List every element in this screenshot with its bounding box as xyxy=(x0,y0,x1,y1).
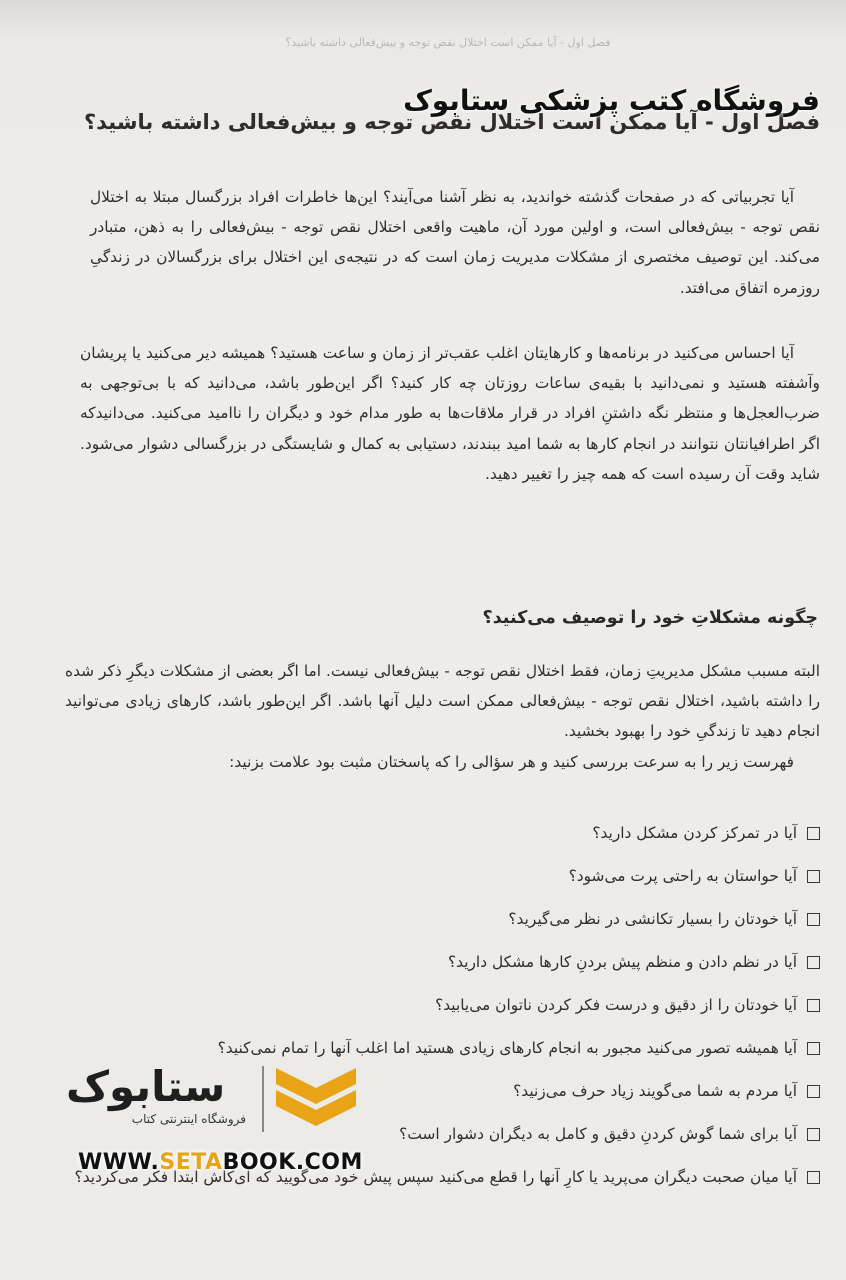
checklist-item-text: آیا خودتان را بسیار تکانشی در نظر می‌گیرید؟ xyxy=(508,910,797,928)
checklist-item[interactable] xyxy=(40,992,820,1035)
checklist-item-text: آیا در نظم دادن و منظم پیش بردنِ کارها مشکل دارید؟ xyxy=(447,953,797,971)
section-heading: چگونه مشکلاتِ خود را توصیف می‌کنید؟ xyxy=(482,608,818,628)
checklist-item[interactable] xyxy=(40,1164,820,1244)
checkbox-icon[interactable] xyxy=(807,1085,820,1098)
paragraph-intro: آیا تجربیاتی که در صفحات گذشته خواندید، به نظر آشنا می‌آیند؟ این‌ها خاطرات افراد بزرگسال مبتلا به اختلال نقص توجه - بیش‌فعالی است، و اولین مورد آن، ماهیت واقعی اختلال نقص توجه - بیش‌فعالی را به ذهن، متبادر می‌کند. این توصیف مختصری از مشکلات مدیریت زمان است که در نتیجه‌ی این اختلال برای بزرگسالان در زندگیِ روزمره اتفاق می‌افتد. xyxy=(90,188,820,297)
checklist-item[interactable] xyxy=(40,949,820,992)
logo-divider xyxy=(262,1066,264,1132)
checkbox-icon[interactable] xyxy=(807,999,820,1012)
book-chevron-icon xyxy=(272,1064,360,1134)
website-accent: SETA xyxy=(159,1150,223,1175)
checklist-item-text: آیا در تمرکز کردن مشکل دارید؟ xyxy=(592,824,797,842)
setabook-logo xyxy=(66,1062,366,1142)
paragraph-time-management: آیا احساس می‌کنید در برنامه‌ها و کارهایتان اغلب عقب‌تر از زمان و ساعت هستید؟ همیشه دیر می‌کنید یا پریشان وآشفته هستید و نمی‌دانید با بقیه‌ی ساعات روزتان چه کار کنید؟ اگر این‌طور باشد، می‌دانید که با بی‌توجهی به ضرب‌العجل‌ها و منتظر نگه داشتنِ افراد در قرار ملاقات‌ها به طور مدام خود و دیگران را ناامید می‌کنید. می‌دانیدکه اگر اطرافیانتان نتوانند در انجام کارها به شما امید ببندند، دستیابی به کمال و شایستگی در بزرگسالی دشوار می‌شود. شاید وقت آن رسیده است که همه چیز را تغییر دهید. xyxy=(80,344,820,483)
checkbox-icon[interactable] xyxy=(807,827,820,840)
checkbox-icon[interactable] xyxy=(807,1042,820,1055)
website-prefix: WWW. xyxy=(78,1150,160,1175)
store-watermark-title: فروشگاه کتب پزشکی ستابوک xyxy=(403,84,820,117)
checklist-item-text: آیا همیشه تصور می‌کنید مجبور به انجام کارهای زیادی هستید اما اغلب آنها را تمام نمی‌کنید؟ xyxy=(217,1039,797,1057)
checklist-item-text: آیا میان صحبت دیگران می‌پرید یا کارِ آنها را قطع می‌کنید سپس پیش خود می‌گویید که ای‌کاش ابتدا فکر می‌کردید؟ xyxy=(74,1168,797,1186)
checklist-item[interactable] xyxy=(40,863,820,906)
checklist-item[interactable] xyxy=(40,906,820,949)
checklist-item-text: آیا برای شما گوش کردنِ دقیق و کامل به دیگران دشوار است؟ xyxy=(399,1125,797,1143)
checklist-item[interactable] xyxy=(40,820,820,863)
chapter-title: فصل اول - آیا ممکن است اختلال نقص توجه و بیش‌فعالی داشته باشید؟ xyxy=(83,110,820,134)
running-header: فصل اول - آیا ممکن است اختلال نقص توجه و بیش‌فعالی داشته باشید؟ xyxy=(285,36,611,49)
symptom-checklist xyxy=(40,820,820,1244)
website-suffix: BOOK.COM xyxy=(222,1150,363,1175)
logo-subtitle: فروشگاه اینترنتی کتاب xyxy=(131,1112,246,1126)
paragraph-causes xyxy=(65,656,820,777)
paragraph-causes-text: البته مسبب مشکل مدیریتِ زمان، فقط اختلال نقص توجه - بیش‌فعالی نیست. اما اگر بعضی از مشکلات دیگرِ ذکر شده را داشته باشید، اختلال نقص توجه - بیش‌فعالی ممکن است دلیل آنها باشد. اگر این‌طور باشد، کارهای زیادی می‌توانید انجام دهید تا زندگیِ خود را بهبود بخشید. xyxy=(65,662,820,741)
checkbox-icon[interactable] xyxy=(807,870,820,883)
checkbox-icon[interactable] xyxy=(807,956,820,969)
paragraph-checklist-instructions: فهرست زیر را به سرعت بررسی کنید و هر سؤالی را که پاسختان مثبت بود علامت بزنید: xyxy=(229,752,794,771)
logo-wordmark: ستابوک xyxy=(66,1062,226,1111)
checklist-item-text: آیا مردم به شما می‌گویند زیاد حرف می‌زنید؟ xyxy=(513,1082,797,1100)
checkbox-icon[interactable] xyxy=(807,1171,820,1184)
checklist-item-text: آیا حواستان به راحتی پرت می‌شود؟ xyxy=(568,867,797,885)
checklist-item-text: آیا خودتان را از دقیق و درست فکر کردن ناتوان می‌یابید؟ xyxy=(435,996,797,1014)
checkbox-icon[interactable] xyxy=(807,913,820,926)
website-url[interactable] xyxy=(78,1150,363,1175)
checkbox-icon[interactable] xyxy=(807,1128,820,1141)
